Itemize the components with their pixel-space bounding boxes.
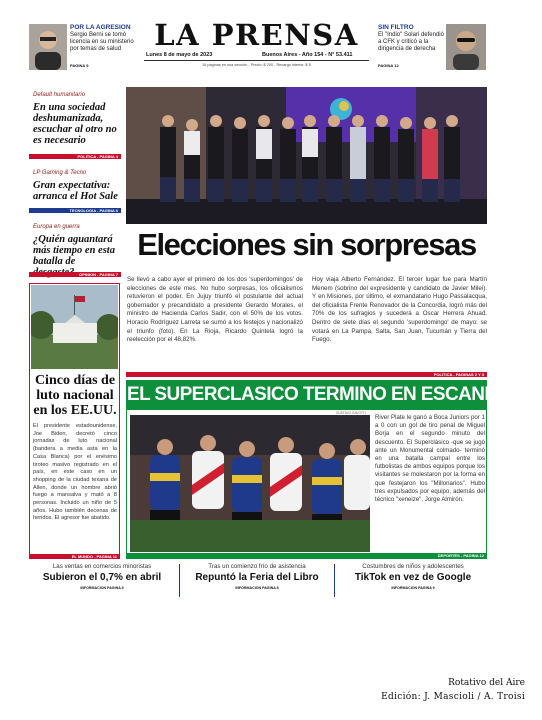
sidebar-kicker-2: LP Gaming & Tecno	[33, 170, 87, 176]
sidebar-title-1: En una sociedad deshumanizada, escuchar al otro no es necesario	[33, 102, 117, 147]
berni-photo	[29, 24, 67, 70]
footer-page-1: INFORMACION PAGINA 5	[80, 586, 124, 590]
footer-page-3: INFORMACION PAGINA 9	[391, 586, 435, 590]
white-house-photo	[31, 285, 118, 369]
header-left-kicker: POR LA AGRESION	[70, 24, 131, 31]
sports-photo-credit: GUSTAVO GAVOTTI	[336, 411, 366, 415]
footer-title-1: Subieron el 0,7% en abril	[42, 572, 162, 583]
sports-body: River Plate le ganó a Boca Juniors por 1 a 0 con un gol de tiro penal de Miguel Borja en el segundo minuto del descuento. El Superclásico -que se jugó ante un Monumental colmado- terminó en una batalla campal entre los futbolistas de ambos equipos porque los visitantes se molestaron por la forma en que festejaron los "Millonarios". Hubo tres expulsados por equipo, además del técnico "xeneize", Jorge Almirón.	[375, 414, 485, 504]
header-right-text: El "Indio" Solari defendió a CFK y criticó a la dirigencia de derecha	[378, 32, 444, 52]
sports-section: DEPORTES - PAGINA 12	[126, 553, 487, 558]
footer-divider-2	[334, 564, 335, 597]
issue-number: Buenos Aires - Año 154 - N° 53.411	[262, 52, 353, 58]
footer-kicker-1: Las ventas en comercios minoristas	[52, 563, 152, 570]
sidebar-item-1[interactable]	[29, 90, 121, 162]
issue-date: Lunes 8 de mayo de 2023	[146, 52, 213, 58]
header-rule	[144, 60, 369, 61]
sidebar-story-body: El presidente estadounidense, Joe Biden, decretó cinco jornadas de luto nacional (bandera a media asta en la Casa Blanca) por el enésimo tiroteo masivo registrado en el país, en este caso en un shopping de la ciudad texana de Allen, donde un hombre abrió fuego a mansalva y mató a 8 personas. Incluido un niño de 5 años. Hubo también decenas de heridos. El agresor fue abatido.	[33, 423, 117, 522]
header-right-kicker: SIN FILTRO	[378, 24, 414, 31]
footer-item-1[interactable]	[29, 561, 175, 599]
masthead: LA PRENSA	[154, 18, 359, 52]
main-headline: Elecciones sin sorpresas	[137, 227, 476, 262]
sidebar-item-3[interactable]	[29, 222, 121, 278]
solari-photo	[446, 24, 486, 70]
sidebar-story-section: EL MUNDO - PAGINA 11	[29, 554, 120, 559]
election-photo	[126, 87, 487, 224]
main-body-col2: Hoy viaja Alberto Fernández. El tercer lugar fue para Martín Menem (sobrino del expresidente y candidato de Javier Milei). Y en Misiones, por último, el exmandatario Hugo Passalacqua, del oficialista Frente Renovador de la Concordia, logró más del 70% de los sufragios y sucederá a Oscar Herrera Ahuad. Dentro de siete días el segundo 'superdomingo' de mayo: se votará en La Pampa, Salta, San Juan, Tucumán y Tierra del Fuego.	[312, 276, 487, 344]
caption-line-2: Edición: J. Mascioli / A. Troisi	[381, 692, 525, 702]
sidebar-section-1: POLITICA - PAGINA 4	[29, 154, 121, 159]
main-body-col1: Se llevó a cabo ayer el primero de los dos 'superdomingos' de elecciones de este mes. No hubo sorpresas, los oficialismos retuvieron el poder. En Jujuy triunfó el postulante del actual gobernador y precandidato a presidente Gerardo Morales, el ministro de Hacienda Carlos Sadir, con el 50% de los votos. Horacio Rodríguez Larreta se sumó a los festejos y nacionalizó el triunfo (foto). En La Rioja, Ricardo Quintela logró la reelección por el 48,82%.	[127, 276, 303, 344]
header-right-page: PAGINA 12	[378, 63, 399, 68]
sports-headline: EL SUPERCLASICO TERMINO EN ESCANDALO	[127, 384, 536, 405]
main-section: POLITICA - PAGINAS 2 Y 3	[126, 372, 487, 377]
sidebar-story-title: Cinco días de luto nacional en los EE.UU.	[33, 373, 117, 418]
sidebar-kicker-3: Europa en guerra	[33, 224, 80, 230]
sidebar-section-3: OPINION - PAGINA 7	[29, 272, 121, 277]
superclasico-photo	[130, 415, 370, 552]
footer-divider-1	[179, 564, 180, 597]
price-line: 16 páginas en una sección - Precio: $ 200 - Recargo interior: $ 5	[202, 63, 311, 67]
footer-item-3[interactable]	[339, 561, 487, 599]
footer-kicker-3: Costumbres de niños y adolescentes	[362, 563, 464, 570]
sidebar-title-3: ¿Quién aguantará más tiempo en esta batalla de	[33, 234, 115, 268]
sidebar-item-2[interactable]	[29, 168, 121, 216]
footer-page-2: INFORMACION PAGINA 8	[235, 586, 279, 590]
sidebar-kicker-1: Default humanitario	[33, 92, 86, 98]
caption-line-1: Rotativo del Aire	[448, 678, 525, 688]
footer-kicker-2: Tras un comienzo frío de asistencia	[208, 563, 306, 570]
footer-title-2: Repuntó la Feria del Libro	[195, 572, 319, 583]
footer-title-3: TikTok en vez de Google	[354, 572, 472, 583]
footer-item-2[interactable]	[184, 561, 330, 599]
header-left-text: Sergio Berni se tomó licencia en su ministerio por temas de salud	[70, 32, 134, 52]
sidebar-section-2: TECNOLOGIA - PAGINA 6	[29, 208, 121, 213]
sidebar-title-2: Gran expectativa: arranca el Hot Sale	[33, 180, 118, 203]
header-left-page: PAGINA 9	[70, 63, 89, 68]
